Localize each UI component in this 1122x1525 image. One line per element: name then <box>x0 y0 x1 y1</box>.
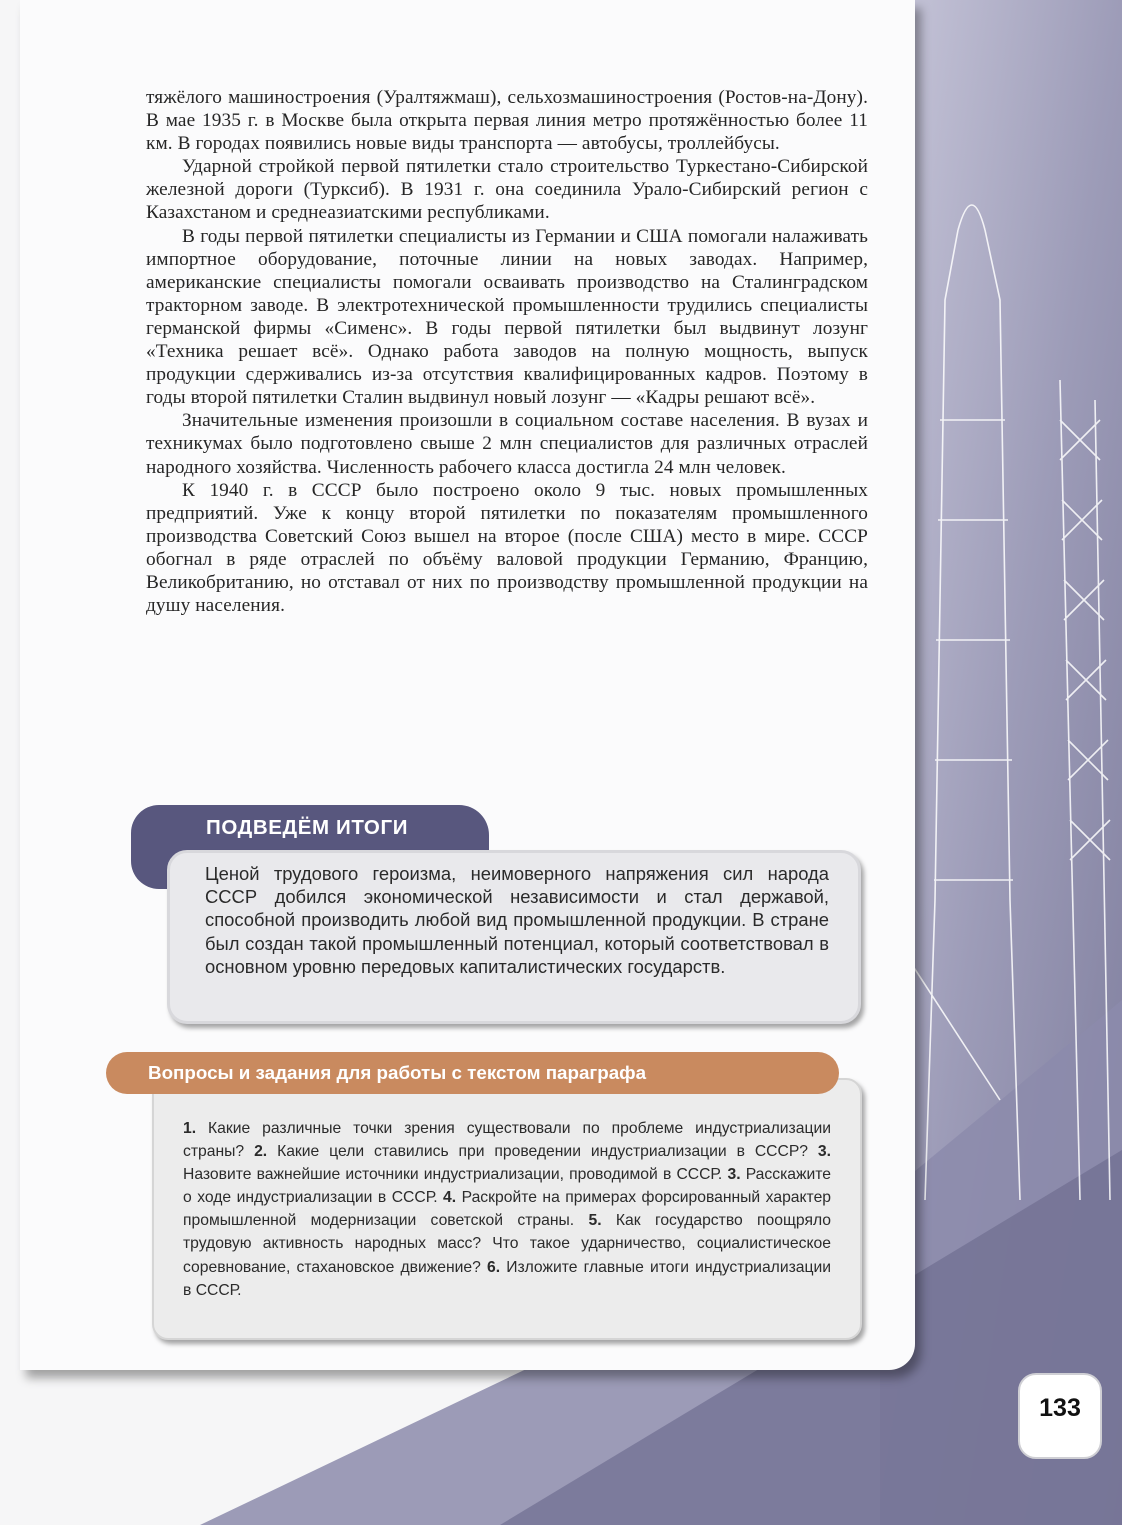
paragraph-5: К 1940 г. в СССР было построено около 9 тыс. новых промышленных предприятий. Уже к концу второй пятилетки по показателям промышленного производства Советский Союз вышел на второе (после США) место в мире. СССР обогнал в ряде отраслей по объёму валовой продукции Германию, Францию, Великобританию, но отставал от них по производству промышленной продукции на душу населения. <box>146 479 868 617</box>
page-number: 133 <box>1039 1394 1081 1422</box>
question-text: Как государство поощряло трудовую активность народных масс? Что такое ударничество, социалистическое соревнование, стахановское движение? <box>183 1212 831 1276</box>
question-text: Раскройте на примерах форсированный характер промышленной модернизации советской страны. <box>183 1189 832 1230</box>
question-number: 4. <box>443 1189 457 1207</box>
paragraph-4: Значительные изменения произошли в социальном составе населения. В вузах и техникумах было подготовлено свыше 2 млн специалистов для различных отраслей народного хозяйства. Численность рабочего класса достигла 24 млн человек. <box>146 410 868 478</box>
question-text: Какие различные точки зрения существовали по проблеме индустриализации страны? <box>183 1120 831 1161</box>
question-number: 2. <box>254 1143 268 1161</box>
question-number: 5. <box>588 1212 602 1230</box>
question-number: 3. <box>817 1143 832 1161</box>
questions-list <box>183 1117 831 1302</box>
question-text: Какие цели ставились при проведении индустриализации в СССР? <box>277 1143 809 1161</box>
question-text: Изложите главные итоги индустриализации в СССР. <box>183 1258 832 1299</box>
paragraph-3: В годы первой пятилетки специалисты из Германии и США помогали налаживать импортное оборудование, поточные линии на новых заводах. Например, американские специалисты помогали осваивать производство на Сталинградском тракторном заводе. В электротехнической промышленности трудились специалисты германской фирмы «Сименс». В годы первой пятилетки был выдвинут лозунг «Техника решает всё». Однако работа заводов на полную мощность, выпуск продукции сдерживались из-за отсутствия квалифицированных кадров. Поэтому в годы второй пятилетки Сталин выдвинул новый лозунг — «Кадры решают всё». <box>146 225 868 409</box>
paragraph-1: тяжёлого машиностроения (Уралтяжмаш), сельхозмашиностроения (Ростов-на-Дону). В мае 1935 г. в Москве была открыта первая линия метро протяжённостью более 11 км. В городах появились новые виды транспорта — автобусы, троллейбусы. <box>146 87 868 155</box>
summary-text: Ценой трудового героизма, неимоверного напряжения сил народа СССР добился экономической независимости и стал державой, способной производить любой вид промышленной продукции. В стране был создан такой промышленный потенциал, который соответствовал в основном уровню передовых капиталистических государств. <box>205 863 829 977</box>
question-number: 6. <box>487 1258 501 1276</box>
question-text: Назовите важнейшие источники индустриализации, проводимой в СССР. <box>183 1166 723 1184</box>
question-number: 1. <box>183 1120 197 1137</box>
questions-title: Вопросы и задания для работы с текстом параграфа <box>148 1062 647 1083</box>
paragraph-2: Ударной стройкой первой пятилетки стало строительство Туркестано-Сибирской железной дороги (Турксиб). В 1931 г. она соединила Урало-Сибирский регион с Казахстаном и среднеазиатскими республиками. <box>146 156 868 224</box>
question-number: 3. <box>727 1166 741 1184</box>
question-text: Расскажите о ходе индустриализации в СССР. <box>183 1166 832 1207</box>
main-text <box>146 86 868 617</box>
summary-title: ПОДВЕДЁМ ИТОГИ <box>206 816 409 839</box>
